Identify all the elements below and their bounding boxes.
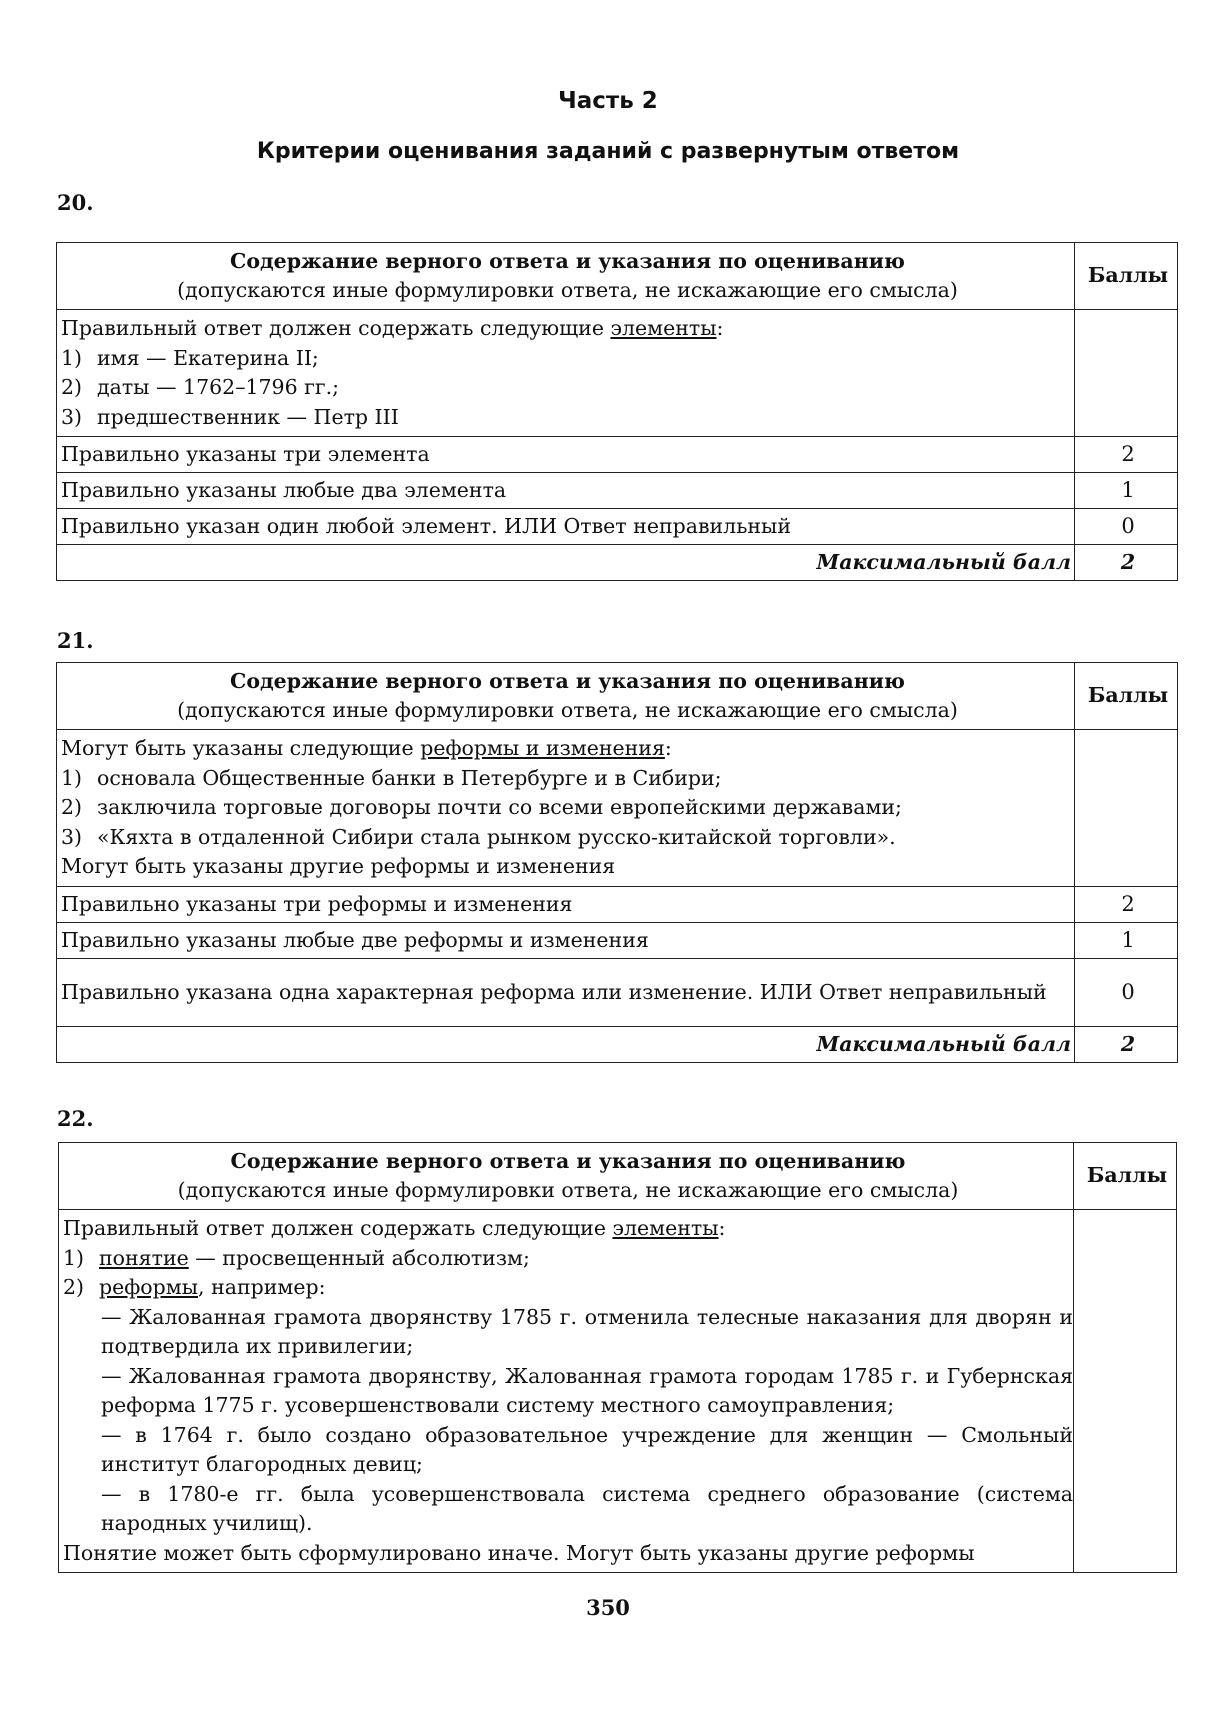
task-22-number: 22. [57, 1106, 94, 1131]
answer-item: 1) имя — Екатерина II; [61, 345, 319, 370]
score-header: Баллы [1074, 1143, 1177, 1210]
header-cell [59, 1143, 1074, 1210]
answer-item: 2) реформы, например: [63, 1275, 326, 1299]
header-cell [57, 243, 1075, 310]
header-note: (допускаются иные формулировки ответа, не искажающие его смысла) [177, 698, 958, 722]
criterion-text: Правильно указаны три элемента [57, 437, 1075, 473]
max-score-label: Максимальный балл [57, 545, 1075, 581]
answer-item: 2) заключила торговые договоры почти со всеми европейскими державами; [61, 795, 902, 820]
score-header: Баллы [1075, 663, 1178, 730]
criterion-score: 2 [1075, 437, 1178, 473]
task-21-table [56, 662, 1178, 1063]
empty-score-cell [1075, 730, 1178, 887]
part-title: Часть 2 [558, 88, 658, 114]
reform-item: — в 1764 г. было создано образовательное учреждение для женщин — Смольный институт благородных девиц; [101, 1422, 1073, 1476]
max-score-value: 2 [1075, 1027, 1178, 1063]
header-note: (допускаются иные формулировки ответа, не искажающие его смысла) [177, 278, 958, 302]
criterion-score: 1 [1075, 473, 1178, 509]
task-20-table [56, 242, 1178, 581]
answer-intro: Правильный ответ должен содержать следующие элементы: [63, 1216, 726, 1240]
answer-item: 1) основала Общественные банки в Петербурге и в Сибири; [61, 765, 722, 790]
answer-content [57, 730, 1075, 887]
criterion-score: 0 [1075, 509, 1178, 545]
header-main: Содержание верного ответа и указания по оцениванию [230, 669, 905, 693]
header-cell [57, 663, 1075, 730]
criterion-text: Правильно указаны три реформы и изменения [57, 887, 1075, 923]
reform-item: — Жалованная грамота дворянству, Жалованная грамота городам 1785 г. и Губернская реформа 1775 г. усовершенствовали систему местного самоуправления; [101, 1363, 1073, 1417]
criterion-text: Правильно указана одна характерная реформа или изменение. ИЛИ Ответ неправильный [57, 959, 1075, 1027]
page-number: 350 [586, 1595, 630, 1620]
criterion-score: 0 [1075, 959, 1178, 1027]
criterion-text: Правильно указаны любые две реформы и изменения [57, 923, 1075, 959]
header-note: (допускаются иные формулировки ответа, не искажающие его смысла) [177, 1178, 959, 1202]
answer-content [57, 310, 1075, 437]
answer-intro: Могут быть указаны следующие реформы и изменения: [61, 736, 672, 761]
reform-item: — Жалованная грамота дворянству 1785 г. отменила телесные наказания для дворян и подтвердила их привилегии; [101, 1304, 1073, 1358]
score-header: Баллы [1075, 243, 1178, 310]
empty-score-cell [1075, 310, 1178, 437]
task-22-table [58, 1142, 1177, 1573]
answer-item: 1) понятие — просвещенный абсолютизм; [63, 1245, 530, 1270]
reform-item: — в 1780-е гг. была усовершенствовала система среднего образование (система народных училищ). [101, 1481, 1073, 1535]
header-main: Содержание верного ответа и указания по оцениванию [230, 249, 905, 273]
empty-score-cell [1074, 1210, 1177, 1573]
max-score-label: Максимальный балл [57, 1027, 1075, 1063]
criterion-text: Правильно указаны любые два элемента [57, 473, 1075, 509]
max-score-value: 2 [1075, 545, 1178, 581]
answer-outro: Понятие может быть сформулировано иначе. Могут быть указаны другие реформы [63, 1540, 975, 1565]
answer-outro: Могут быть указаны другие реформы и изменения [61, 854, 616, 879]
section-title: Критерии оценивания заданий с развернутым ответом [256, 139, 960, 164]
task-21-number: 21. [57, 628, 94, 653]
answer-item: 2) даты — 1762–1796 гг.; [61, 375, 340, 399]
answer-content [59, 1210, 1074, 1573]
answer-item: 3) «Кяхта в отдаленной Сибири стала рынком русско-китайской торговли». [61, 824, 896, 849]
header-main: Содержание верного ответа и указания по оцениванию [230, 1149, 906, 1173]
task-20-number: 20. [57, 190, 94, 215]
answer-intro: Правильный ответ должен содержать следующие элементы: [61, 316, 724, 340]
criterion-score: 2 [1075, 887, 1178, 923]
answer-item: 3) предшественник — Петр III [61, 404, 399, 429]
criterion-text: Правильно указан один любой элемент. ИЛИ Ответ неправильный [57, 509, 1075, 545]
criterion-score: 1 [1075, 923, 1178, 959]
